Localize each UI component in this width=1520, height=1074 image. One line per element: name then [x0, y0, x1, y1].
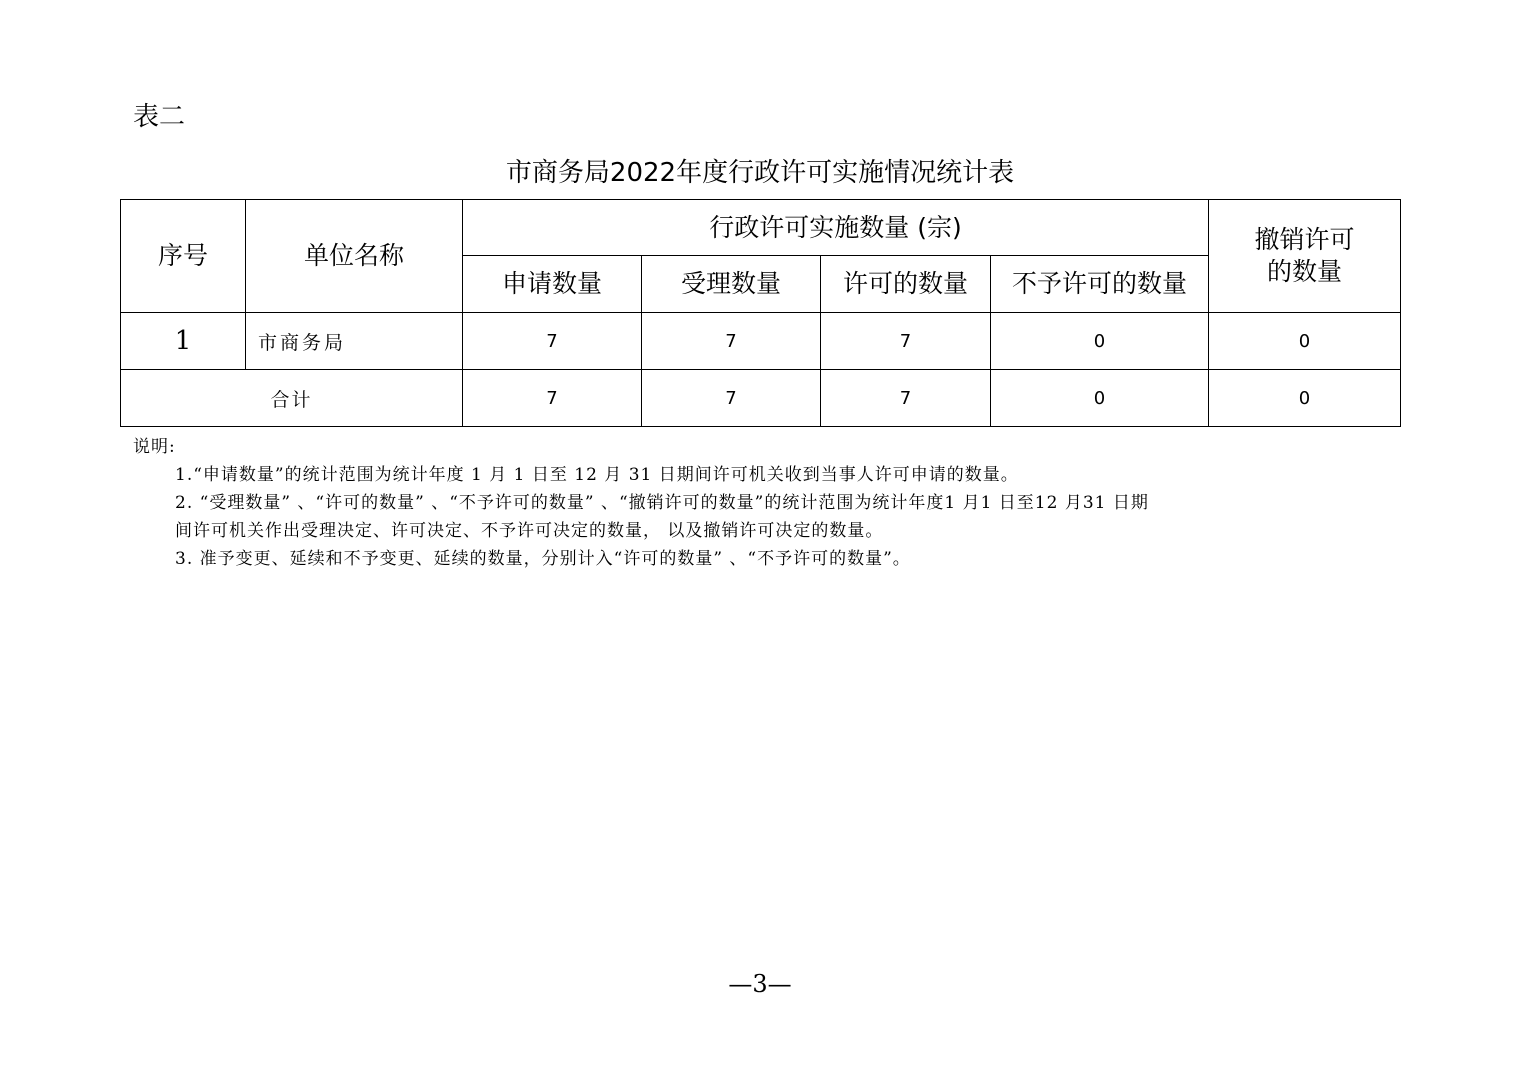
header-accepted: 受理数量 [642, 256, 821, 313]
header-revoked [1209, 200, 1401, 313]
header-applications: 申请数量 [463, 256, 642, 313]
header-revoked-line2: 的数量 [1267, 257, 1343, 286]
cell-seq: 1 [121, 313, 246, 370]
note-item-2-continued: 间许可机关作出受理决定、许可决定、不予许可决定的数量， 以及撤销许可决定的数量。 [175, 521, 884, 541]
cell-total-label: 合计 [121, 370, 463, 427]
total-row [121, 370, 1401, 427]
header-denied: 不予许可的数量 [991, 256, 1209, 313]
header-revoked-line1: 撤销许可 [1254, 225, 1355, 254]
header-unit-name: 单位名称 [246, 200, 463, 313]
cell-total-revoked: 0 [1209, 370, 1401, 427]
cell-revoked: 0 [1209, 313, 1401, 370]
header-permit-count-group: 行政许可实施数量 (宗) [463, 200, 1209, 256]
cell-applications: 7 [463, 313, 642, 370]
statistics-table [120, 199, 1401, 427]
cell-total-denied: 0 [991, 370, 1209, 427]
page-number: —3— [728, 970, 792, 998]
notes-section [133, 433, 1403, 573]
cell-total-accepted: 7 [642, 370, 821, 427]
document-title: 市商务局2022年度行政许可实施情况统计表 [505, 158, 1015, 188]
table-row [121, 313, 1401, 370]
cell-unit-name: 市商务局 [246, 313, 463, 370]
header-seq: 序号 [121, 200, 246, 313]
cell-accepted: 7 [642, 313, 821, 370]
cell-denied: 0 [991, 313, 1209, 370]
cell-total-granted: 7 [821, 370, 991, 427]
note-item-1: 1.“申请数量”的统计范围为统计年度 1 月 1 日至 12 月 31 日期间许可机关收到当事人许可申请的数量。 [175, 465, 1019, 485]
cell-granted: 7 [821, 313, 991, 370]
note-item-2: 2. “受理数量” 、“许可的数量” 、“不予许可的数量” 、“撤销许可的数量”的统计范围为统计年度1 月1 日至12 月31 日期 [175, 493, 1149, 513]
header-row-1 [121, 200, 1401, 256]
header-granted: 许可的数量 [821, 256, 991, 313]
table-label: 表二 [133, 102, 186, 132]
cell-total-applications: 7 [463, 370, 642, 427]
notes-title: 说明: [133, 437, 176, 457]
note-item-3: 3. 准予变更、延续和不予变更、延续的数量，分别计入“许可的数量” 、“不予许可的数量”。 [175, 549, 911, 569]
